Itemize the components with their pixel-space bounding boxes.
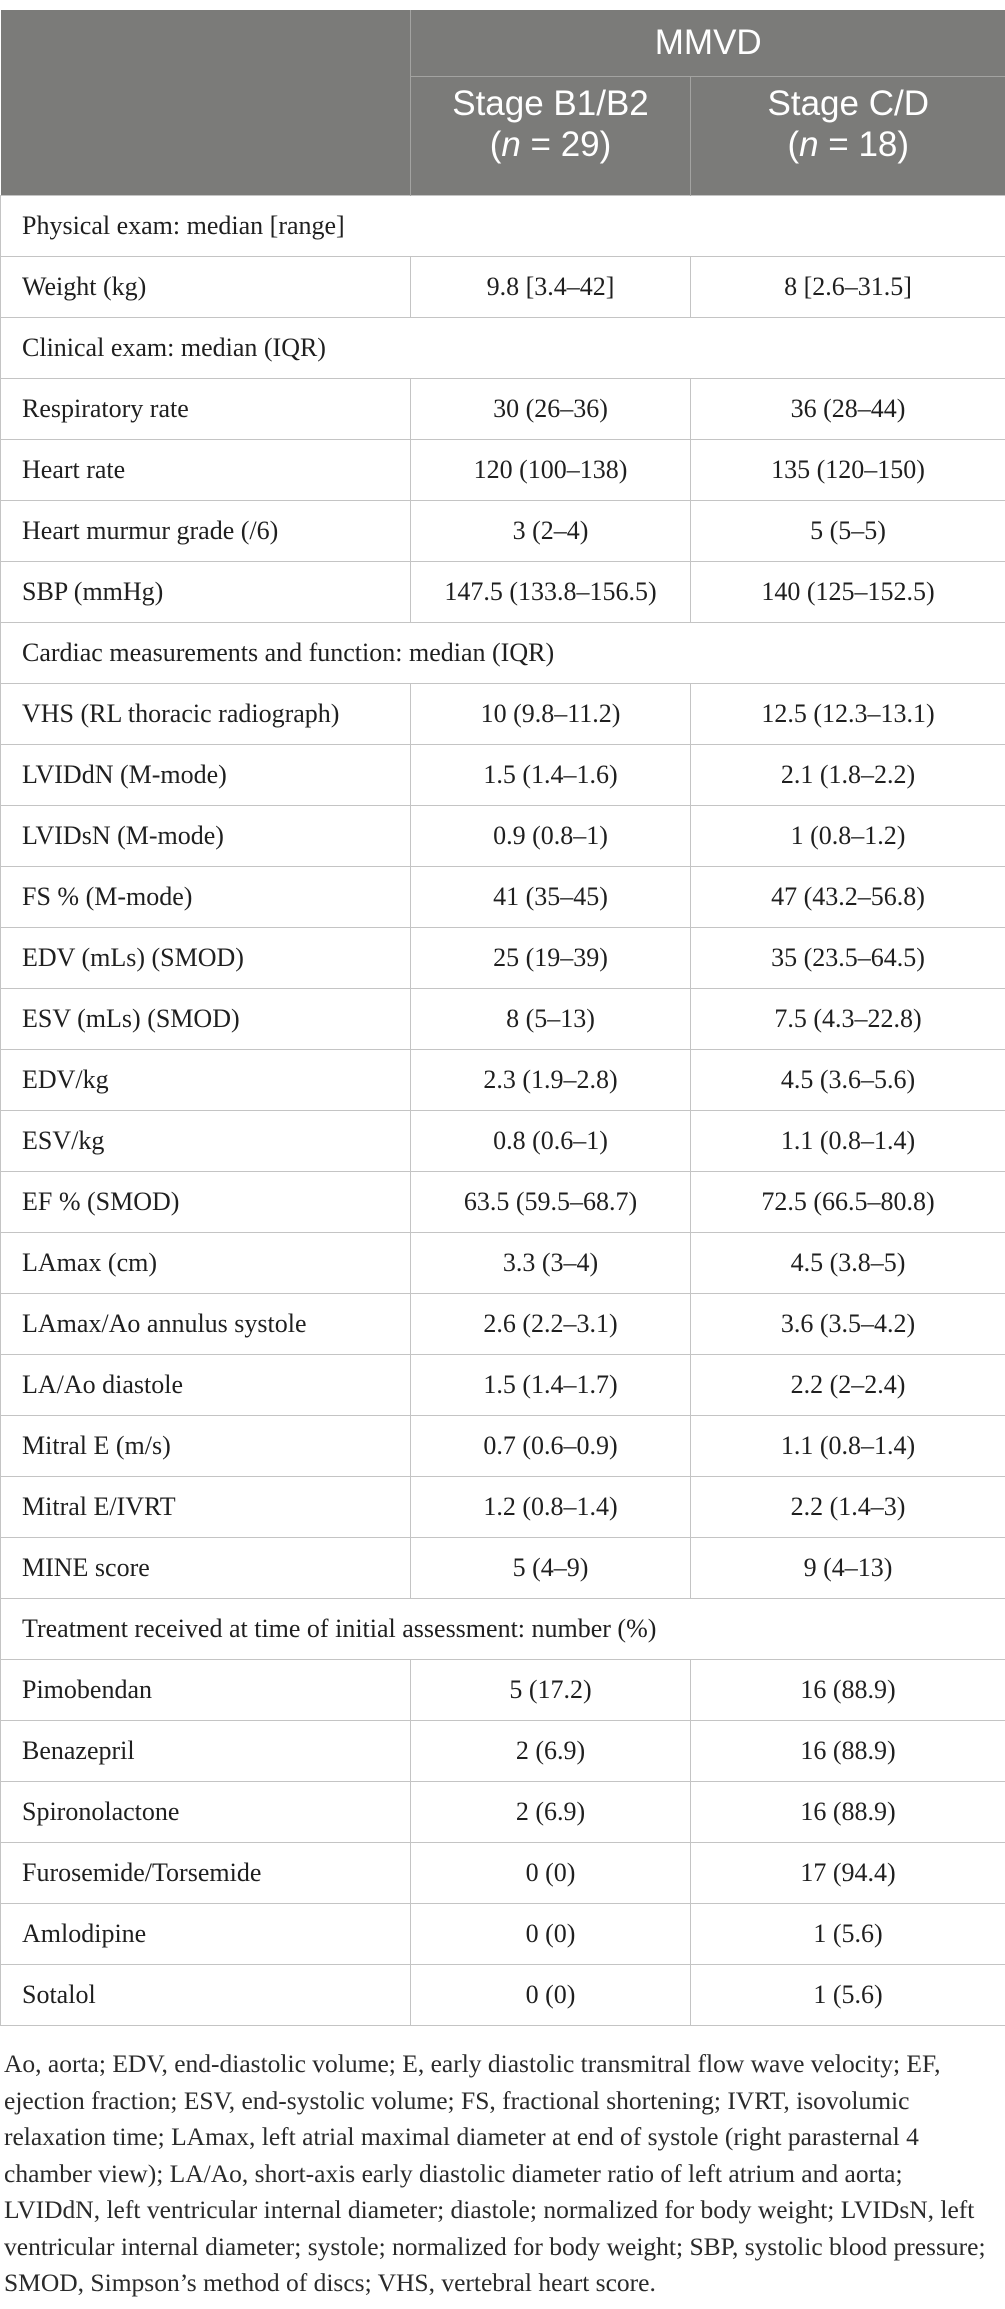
stage-c-value: 5 (5–5) xyxy=(691,501,1005,562)
row-label: Sotalol xyxy=(1,1965,411,2026)
stage-b-value: 63.5 (59.5–68.7) xyxy=(411,1172,691,1233)
header-blank-cell xyxy=(1,10,411,196)
header-stage-b xyxy=(411,77,691,196)
stage-c-value: 2.2 (1.4–3) xyxy=(691,1477,1005,1538)
stage-c-value: 1.1 (0.8–1.4) xyxy=(691,1111,1005,1172)
table-row xyxy=(1,562,1005,623)
section-row xyxy=(1,1599,1005,1660)
stage-b-value: 3.3 (3–4) xyxy=(411,1233,691,1294)
table-row xyxy=(1,806,1005,867)
stage-b-value: 2 (6.9) xyxy=(411,1721,691,1782)
row-label: Furosemide/Torsemide xyxy=(1,1843,411,1904)
stage-b-value: 10 (9.8–11.2) xyxy=(411,684,691,745)
row-label: EF % (SMOD) xyxy=(1,1172,411,1233)
table-row xyxy=(1,1721,1005,1782)
row-label: ESV/kg xyxy=(1,1111,411,1172)
stage-b-value: 30 (26–36) xyxy=(411,379,691,440)
header-group-label: MMVD xyxy=(411,10,1005,77)
table-row xyxy=(1,989,1005,1050)
stage-c-value: 16 (88.9) xyxy=(691,1660,1005,1721)
table-row xyxy=(1,1538,1005,1599)
row-label: Respiratory rate xyxy=(1,379,411,440)
stage-b-value: 0 (0) xyxy=(411,1843,691,1904)
stage-b-value: 1.5 (1.4–1.7) xyxy=(411,1355,691,1416)
stage-b-value: 0 (0) xyxy=(411,1965,691,2026)
stage-c-value: 2.1 (1.8–2.2) xyxy=(691,745,1005,806)
header-stage-c-label: Stage C/D xyxy=(767,84,929,123)
header-stage-c-n-open: ( xyxy=(787,125,800,164)
row-label: SBP (mmHg) xyxy=(1,562,411,623)
header-stage-c xyxy=(691,77,1005,196)
header-stage-b-n-open: ( xyxy=(489,125,502,164)
row-label: MINE score xyxy=(1,1538,411,1599)
row-label: LVIDdN (M-mode) xyxy=(1,745,411,806)
stage-c-value: 17 (94.4) xyxy=(691,1843,1005,1904)
stage-c-value: 1 (5.6) xyxy=(691,1965,1005,2026)
stage-b-value: 2.3 (1.9–2.8) xyxy=(411,1050,691,1111)
table-row xyxy=(1,1233,1005,1294)
row-label: Weight (kg) xyxy=(1,257,411,318)
table-row xyxy=(1,1477,1005,1538)
row-label: Benazepril xyxy=(1,1721,411,1782)
table-row xyxy=(1,745,1005,806)
stage-b-value: 5 (4–9) xyxy=(411,1538,691,1599)
stage-c-value: 1.1 (0.8–1.4) xyxy=(691,1416,1005,1477)
table-footnote: Ao, aorta; EDV, end-diastolic volume; E, early diastolic transmitral flow wave velocity; EF, ejection fraction; ESV, end-systolic volume; FS, fractional shortening; IVRT, isovolumic relaxation time; LAmax, left atrial maximal diameter at end of systole (right parasternal 4 chamber view); LA/Ao, short-axis early diastolic diameter ratio of left atrium and aorta; LVIDdN, left ventricular internal diameter; diastole; normalized for body weight; LVIDsN, left ventricular internal diameter; systole; normalized for body weight; SBP, systolic blood pressure; SMOD, Simpson’s method of discs; VHS, vertebral heart score. xyxy=(4,2049,986,2297)
stage-b-value: 120 (100–138) xyxy=(411,440,691,501)
table-body xyxy=(1,196,1005,2026)
table-row xyxy=(1,928,1005,989)
row-label: LVIDsN (M-mode) xyxy=(1,806,411,867)
stage-b-value: 0.8 (0.6–1) xyxy=(411,1111,691,1172)
section-title: Treatment received at time of initial assessment: number (%) xyxy=(1,1599,1005,1660)
stage-b-value: 1.5 (1.4–1.6) xyxy=(411,745,691,806)
table-row xyxy=(1,1294,1005,1355)
header-stage-c-n xyxy=(691,124,1005,165)
row-label: LAmax/Ao annulus systole xyxy=(1,1294,411,1355)
table-row xyxy=(1,1904,1005,1965)
stage-c-value: 3.6 (3.5–4.2) xyxy=(691,1294,1005,1355)
section-title: Clinical exam: median (IQR) xyxy=(1,318,1005,379)
section-title: Cardiac measurements and function: median (IQR) xyxy=(1,623,1005,684)
row-label: Pimobendan xyxy=(1,1660,411,1721)
stage-c-value: 2.2 (2–2.4) xyxy=(691,1355,1005,1416)
stage-c-value: 12.5 (12.3–13.1) xyxy=(691,684,1005,745)
row-label: ESV (mLs) (SMOD) xyxy=(1,989,411,1050)
header-stage-c-n-var: n xyxy=(799,125,819,164)
stage-b-value: 5 (17.2) xyxy=(411,1660,691,1721)
header-stage-b-label: Stage B1/B2 xyxy=(452,84,649,123)
table-row xyxy=(1,1660,1005,1721)
row-label: FS % (M-mode) xyxy=(1,867,411,928)
row-label: LA/Ao diastole xyxy=(1,1355,411,1416)
stage-b-value: 41 (35–45) xyxy=(411,867,691,928)
stage-c-value: 9 (4–13) xyxy=(691,1538,1005,1599)
table-row xyxy=(1,1965,1005,2026)
stage-c-value: 7.5 (4.3–22.8) xyxy=(691,989,1005,1050)
row-label: Spironolactone xyxy=(1,1782,411,1843)
row-label: Heart rate xyxy=(1,440,411,501)
row-label: Amlodipine xyxy=(1,1904,411,1965)
section-row xyxy=(1,318,1005,379)
stage-c-value: 72.5 (66.5–80.8) xyxy=(691,1172,1005,1233)
row-label: Heart murmur grade (/6) xyxy=(1,501,411,562)
table-row xyxy=(1,684,1005,745)
header-stage-b-n xyxy=(411,124,690,165)
table-row xyxy=(1,379,1005,440)
row-label: EDV/kg xyxy=(1,1050,411,1111)
table-row xyxy=(1,1416,1005,1477)
stage-b-value: 147.5 (133.8–156.5) xyxy=(411,562,691,623)
stage-b-value: 1.2 (0.8–1.4) xyxy=(411,1477,691,1538)
stage-b-value: 2.6 (2.2–3.1) xyxy=(411,1294,691,1355)
stage-c-value: 36 (28–44) xyxy=(691,379,1005,440)
stage-b-value: 8 (5–13) xyxy=(411,989,691,1050)
table-row xyxy=(1,1111,1005,1172)
stage-b-value: 9.8 [3.4–42] xyxy=(411,257,691,318)
table-header xyxy=(1,10,1005,196)
stage-c-value: 140 (125–152.5) xyxy=(691,562,1005,623)
stage-c-value: 35 (23.5–64.5) xyxy=(691,928,1005,989)
stage-c-value: 47 (43.2–56.8) xyxy=(691,867,1005,928)
header-stage-c-n-rest: = 18) xyxy=(818,125,910,164)
stage-b-value: 3 (2–4) xyxy=(411,501,691,562)
table-row xyxy=(1,1172,1005,1233)
row-label: EDV (mLs) (SMOD) xyxy=(1,928,411,989)
stage-b-value: 2 (6.9) xyxy=(411,1782,691,1843)
table-row xyxy=(1,1050,1005,1111)
stage-b-value: 0.9 (0.8–1) xyxy=(411,806,691,867)
stage-c-value: 8 [2.6–31.5] xyxy=(691,257,1005,318)
row-label: Mitral E (m/s) xyxy=(1,1416,411,1477)
stage-b-value: 0 (0) xyxy=(411,1904,691,1965)
table-row xyxy=(1,501,1005,562)
stage-b-value: 25 (19–39) xyxy=(411,928,691,989)
stage-c-value: 16 (88.9) xyxy=(691,1782,1005,1843)
table-row xyxy=(1,440,1005,501)
header-group-row xyxy=(1,10,1005,77)
stage-c-value: 4.5 (3.6–5.6) xyxy=(691,1050,1005,1111)
stage-c-value: 4.5 (3.8–5) xyxy=(691,1233,1005,1294)
section-row xyxy=(1,196,1005,257)
table-row xyxy=(1,1782,1005,1843)
stage-b-value: 0.7 (0.6–0.9) xyxy=(411,1416,691,1477)
row-label: VHS (RL thoracic radiograph) xyxy=(1,684,411,745)
header-stage-b-n-rest: = 29) xyxy=(520,125,612,164)
stage-c-value: 1 (5.6) xyxy=(691,1904,1005,1965)
table-row xyxy=(1,257,1005,318)
table-row xyxy=(1,1355,1005,1416)
table-row xyxy=(1,867,1005,928)
row-label: Mitral E/IVRT xyxy=(1,1477,411,1538)
section-title: Physical exam: median [range] xyxy=(1,196,1005,257)
row-label: LAmax (cm) xyxy=(1,1233,411,1294)
results-table xyxy=(0,10,1005,2026)
header-stage-b-n-var: n xyxy=(501,125,521,164)
stage-c-value: 16 (88.9) xyxy=(691,1721,1005,1782)
section-row xyxy=(1,623,1005,684)
stage-c-value: 1 (0.8–1.2) xyxy=(691,806,1005,867)
table-row xyxy=(1,1843,1005,1904)
stage-c-value: 135 (120–150) xyxy=(691,440,1005,501)
